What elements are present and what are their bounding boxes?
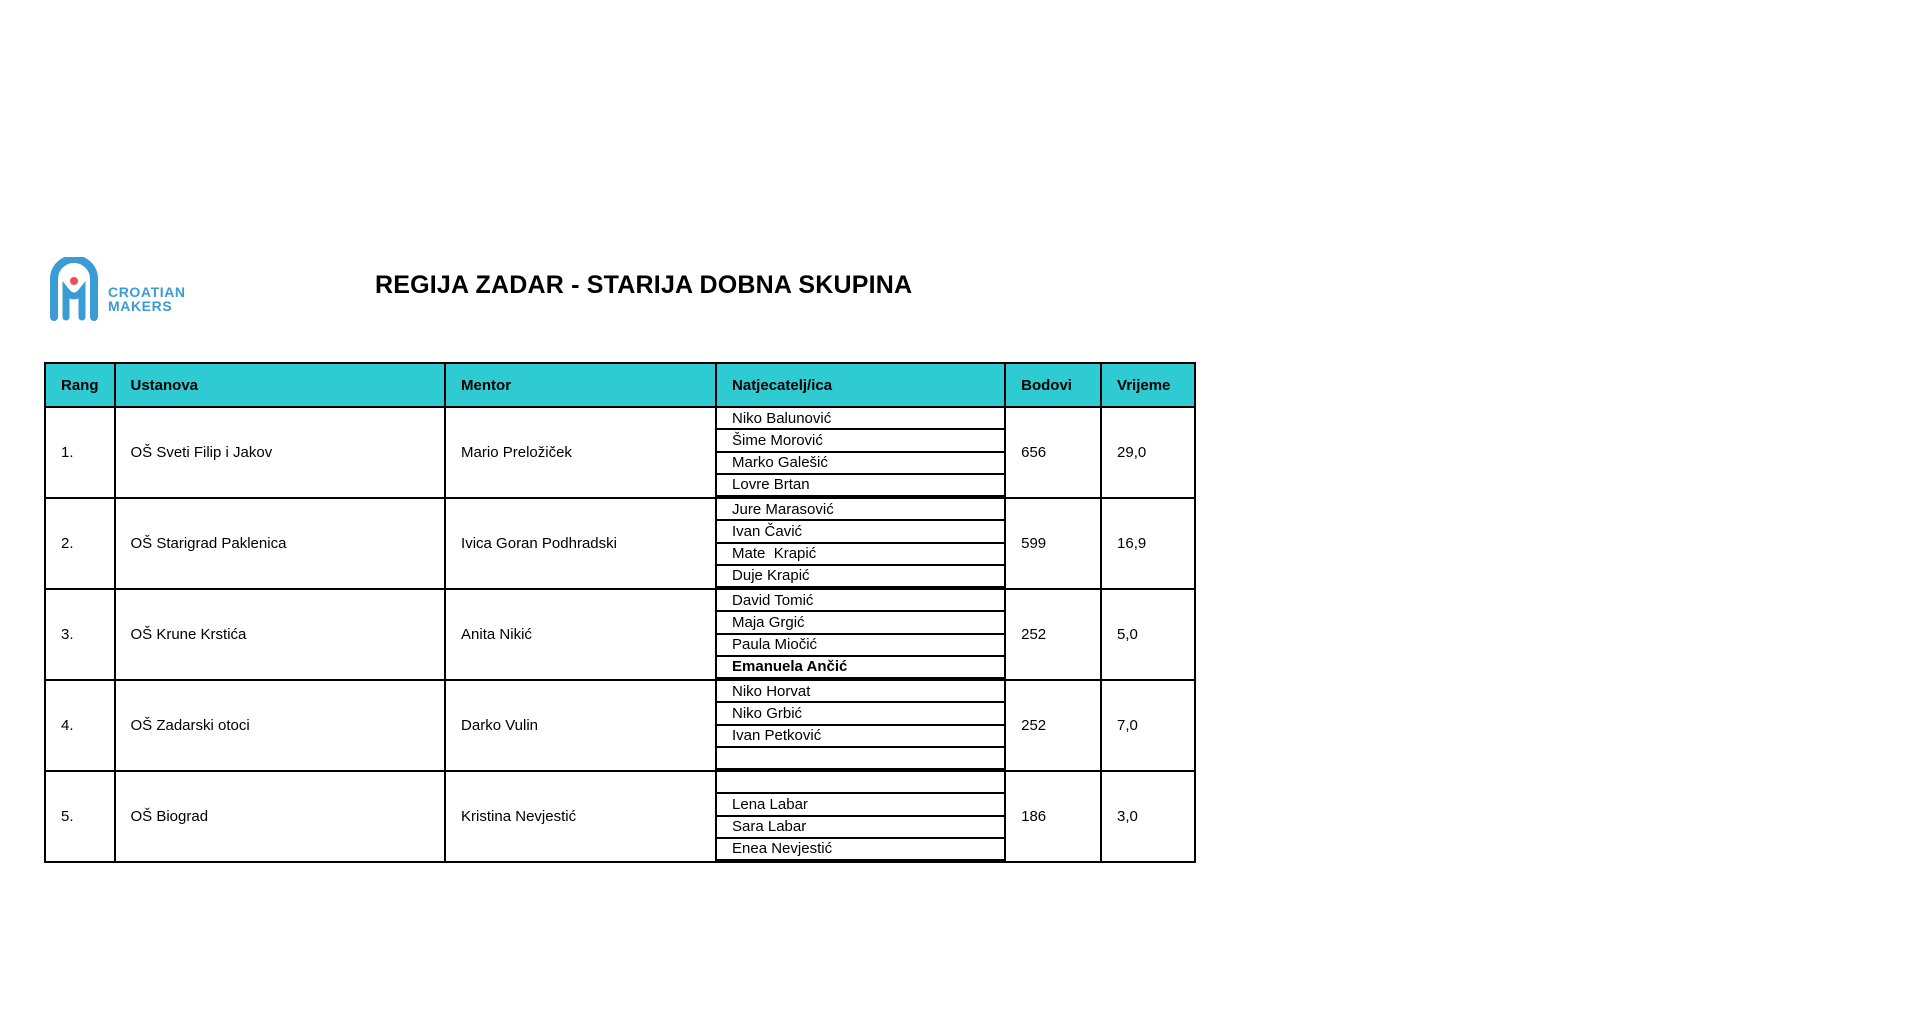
header-bodovi: Bodovi bbox=[1005, 363, 1101, 407]
member-name: Emanuela Ančić bbox=[717, 657, 1004, 679]
makers-logo-icon bbox=[50, 257, 98, 321]
member-name: Šime Morović bbox=[717, 430, 1004, 452]
member-name: Ivan Čavić bbox=[717, 521, 1004, 543]
header-ustanova: Ustanova bbox=[115, 363, 446, 407]
header-natjecatelji: Natjecatelj/ica bbox=[716, 363, 1005, 407]
member-name: David Tomić bbox=[717, 590, 1004, 612]
logo-line-1: CROATIAN bbox=[108, 284, 186, 300]
cell-vrijeme: 3,0 bbox=[1101, 771, 1195, 862]
member-name: Duje Krapić bbox=[717, 566, 1004, 588]
member-name bbox=[717, 748, 1004, 770]
cell-natjecatelji bbox=[716, 771, 1005, 862]
member-name: Mate Krapić bbox=[717, 544, 1004, 566]
cell-ustanova: OŠ Zadarski otoci bbox=[115, 680, 446, 771]
cell-bodovi: 252 bbox=[1005, 589, 1101, 680]
cell-mentor: Mario Preložiček bbox=[445, 407, 716, 498]
cell-ustanova: OŠ Sveti Filip i Jakov bbox=[115, 407, 446, 498]
cell-rang: 4. bbox=[45, 680, 115, 771]
logo-line-2: MAKERS bbox=[108, 298, 173, 314]
table-row bbox=[45, 771, 1195, 862]
member-name: Lena Labar bbox=[717, 794, 1004, 816]
cell-mentor: Kristina Nevjestić bbox=[445, 771, 716, 862]
header-vrijeme: Vrijeme bbox=[1101, 363, 1195, 407]
cell-rang: 3. bbox=[45, 589, 115, 680]
member-name: Jure Marasović bbox=[717, 499, 1004, 521]
member-name: Sara Labar bbox=[717, 817, 1004, 839]
cell-rang: 1. bbox=[45, 407, 115, 498]
logo-text bbox=[108, 285, 186, 313]
member-name: Maja Grgić bbox=[717, 612, 1004, 634]
cell-bodovi: 186 bbox=[1005, 771, 1101, 862]
member-name: Ivan Petković bbox=[717, 726, 1004, 748]
page-title: REGIJA ZADAR - STARIJA DOBNA SKUPINA bbox=[375, 271, 913, 299]
member-name: Niko Grbić bbox=[717, 703, 1004, 725]
cell-ustanova: OŠ Biograd bbox=[115, 771, 446, 862]
member-name: Niko Horvat bbox=[717, 681, 1004, 703]
member-name bbox=[717, 772, 1004, 794]
cell-mentor: Anita Nikić bbox=[445, 589, 716, 680]
cell-ustanova: OŠ Krune Krstića bbox=[115, 589, 446, 680]
cell-bodovi: 599 bbox=[1005, 498, 1101, 589]
cell-mentor: Darko Vulin bbox=[445, 680, 716, 771]
table-row bbox=[45, 407, 1195, 498]
member-name: Enea Nevjestić bbox=[717, 839, 1004, 861]
cell-vrijeme: 7,0 bbox=[1101, 680, 1195, 771]
header-row bbox=[45, 363, 1195, 407]
header-rang: Rang bbox=[45, 363, 115, 407]
cell-natjecatelji bbox=[716, 680, 1005, 771]
results-table bbox=[44, 362, 1196, 863]
croatian-makers-logo bbox=[50, 257, 186, 321]
cell-vrijeme: 29,0 bbox=[1101, 407, 1195, 498]
cell-natjecatelji bbox=[716, 407, 1005, 498]
member-name: Niko Balunović bbox=[717, 408, 1004, 430]
cell-natjecatelji bbox=[716, 498, 1005, 589]
cell-vrijeme: 16,9 bbox=[1101, 498, 1195, 589]
header-mentor: Mentor bbox=[445, 363, 716, 407]
table-row bbox=[45, 589, 1195, 680]
table-row bbox=[45, 680, 1195, 771]
cell-ustanova: OŠ Starigrad Paklenica bbox=[115, 498, 446, 589]
cell-natjecatelji bbox=[716, 589, 1005, 680]
cell-bodovi: 252 bbox=[1005, 680, 1101, 771]
cell-rang: 2. bbox=[45, 498, 115, 589]
table-row bbox=[45, 498, 1195, 589]
member-name: Paula Miočić bbox=[717, 635, 1004, 657]
cell-vrijeme: 5,0 bbox=[1101, 589, 1195, 680]
member-name: Marko Galešić bbox=[717, 453, 1004, 475]
member-name: Lovre Brtan bbox=[717, 475, 1004, 497]
cell-rang: 5. bbox=[45, 771, 115, 862]
cell-bodovi: 656 bbox=[1005, 407, 1101, 498]
cell-mentor: Ivica Goran Podhradski bbox=[445, 498, 716, 589]
